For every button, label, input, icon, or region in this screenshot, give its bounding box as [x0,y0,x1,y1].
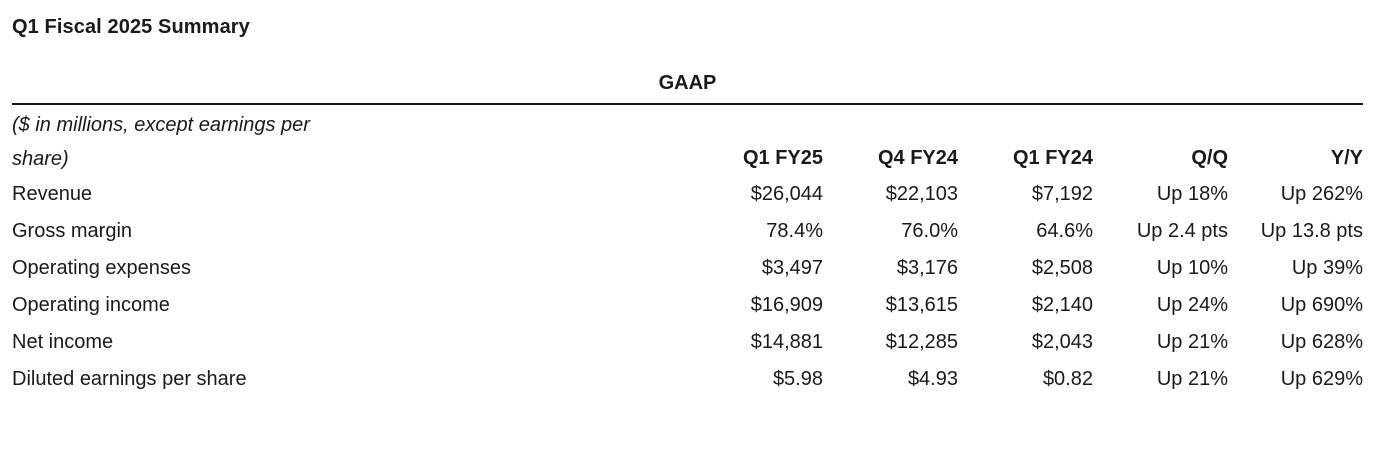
table-cell: 78.4% [766,220,823,242]
row-label: Operating income [12,294,170,316]
table-cell: $7,192 [1031,183,1093,205]
table-row [12,361,1363,398]
table-body [12,176,1363,398]
table-cell: $22,103 [885,183,958,205]
row-label: Diluted earnings per share [12,368,247,390]
table-cell: $3,176 [896,257,958,279]
table-cell: Up 2.4 pts [1136,220,1228,242]
table-cell: Up 690% [1280,294,1363,316]
row-label: Operating expenses [12,257,192,279]
financial-summary-table [12,140,1363,398]
table-cell: Up 10% [1156,257,1228,279]
header-label-spacer [12,140,688,176]
table-row [12,287,1363,324]
table-cell: 76.0% [901,220,958,242]
section-heading-gaap: GAAP [658,72,717,94]
table-cell: $16,909 [750,294,823,316]
table-cell: Up 24% [1156,294,1228,316]
header-divider [12,103,1363,105]
table-cell: Up 21% [1156,331,1228,353]
table-cell: Up 18% [1156,183,1228,205]
column-header: Q4 FY24 [877,146,958,169]
table-cell: Up 21% [1156,368,1228,390]
table-cell: $4.93 [907,368,958,390]
table-cell: $2,043 [1031,331,1093,353]
row-label: Net income [12,331,114,353]
table-cell: $14,881 [750,331,823,353]
table-row [12,213,1363,250]
table-row [12,176,1363,213]
table-cell: $3,497 [761,257,823,279]
table-cell: $0.82 [1042,368,1093,390]
table-header-row [12,140,1363,176]
table-cell: Up 629% [1280,368,1363,390]
column-header: Q1 FY24 [1012,146,1093,169]
units-note: ($ in millions, except earnings per share) [12,114,310,170]
table-cell: Up 39% [1291,257,1363,279]
table-cell: 64.6% [1036,220,1093,242]
table-cell: $13,615 [885,294,958,316]
row-label: Revenue [12,183,93,205]
table-cell: $2,508 [1031,257,1093,279]
table-cell: Up 13.8 pts [1260,220,1363,242]
table-row [12,250,1363,287]
table-row [12,324,1363,361]
table-cell: Up 628% [1280,331,1363,353]
row-label: Gross margin [12,220,133,242]
column-header: Y/Y [1330,146,1363,169]
table-cell: $26,044 [750,183,823,205]
page-title: Q1 Fiscal 2025 Summary [12,16,250,38]
table-cell: $5.98 [772,368,823,390]
column-header: Q/Q [1191,146,1228,169]
column-header: Q1 FY25 [742,146,823,169]
table-cell: $12,285 [885,331,958,353]
table-cell: Up 262% [1280,183,1363,205]
table-cell: $2,140 [1031,294,1093,316]
